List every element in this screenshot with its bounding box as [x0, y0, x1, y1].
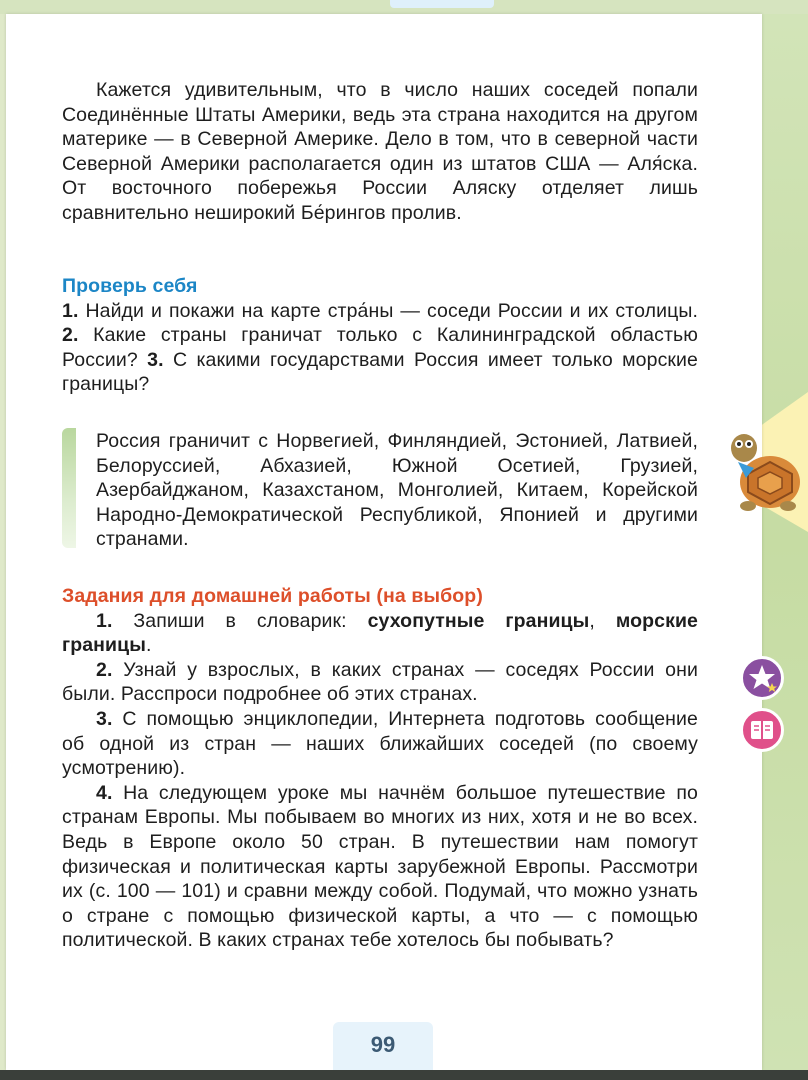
task-1-text: Запиши в словарик: [133, 609, 347, 632]
right-decoration [762, 14, 808, 1070]
task-1-number: 1. [96, 609, 113, 632]
check-yourself-heading: Проверь себя [62, 275, 198, 297]
task-1-end: . [145, 634, 152, 657]
task-3-number: 3. [96, 707, 113, 730]
question-1-number: 1. [62, 299, 79, 322]
homework-heading: Задания для домашней работы (на выбор) [62, 585, 483, 607]
task-1-term-sea-borders: морские границы [62, 609, 698, 657]
turtle-mascot-icon [718, 422, 808, 514]
intro-text: Кажется удивительным, что в число наших соседей попали Соединённые Штаты Америки, ведь эта страна находится на другом материке — в Северной Америке. Дело в том, что в северной части Северной Америки располагается один из штатов США — Аля́ска. От восточного побережья России Аляску отделяет лишь сравнительно неширокий Бе́рингов пролив. [62, 79, 698, 224]
task-4-text: На следующем уроке мы начнём большое путешествие по странам Европы. Мы побываем во многих из них, хотя и не во всех. Ведь в Европе около 50 стран. В путешествии нам помогут физическая и политическая карты зарубежной Европы. Рассмотри их (с. 100 — 101) и сравни между собой. Подумай, что можно узнать о стране с помощью физической карты, а что — с помощью политической. В каких странах тебе хотелось бы побывать? [62, 781, 698, 952]
task-3-text: С помощью энциклопедии, Интернета подготовь сообщение об одной из стран — наших ближайших соседей (по своему усмотрению). [62, 707, 698, 780]
check-yourself-section [62, 274, 698, 397]
top-tab [390, 0, 494, 8]
task-1-separator: , [589, 609, 595, 632]
intro-paragraph [62, 78, 698, 226]
task-2-text: Узнай у взрослых, в каких странах — соседях России они были. Расспроси подробнее об этих странах. [62, 658, 698, 706]
book-glyph-icon [743, 711, 781, 749]
page-number: 99 [370, 1032, 396, 1057]
homework-task-1 [62, 609, 698, 658]
star-icon[interactable] [740, 656, 784, 700]
homework-task-4 [62, 781, 698, 953]
summary-text: Россия граничит с Норвегией, Финляндией, Эстонией, Латвией, Белоруссией, Абхазией, Южной Осетией, Грузией, Азербайджаном, Казахстаном, Монголией, Китаем, Корейской Народно-Демократической Республикой, Японией и другими странами. [96, 430, 698, 551]
summary-paragraph [96, 429, 698, 552]
question-2-number: 2. [62, 324, 79, 347]
question-3-text: С какими государствами Россия имеет только морские границы? [62, 348, 698, 396]
homework-task-3 [62, 707, 698, 781]
bottom-bar [0, 1070, 808, 1080]
summary-box-marker [62, 428, 76, 548]
task-1-term-land-borders: сухопутные границы [367, 609, 590, 632]
star-glyph-icon [743, 659, 781, 697]
question-2-text: Какие страны граничат только с Калининградской областью России? [62, 324, 698, 371]
homework-section [62, 584, 698, 953]
task-2-number: 2. [96, 658, 113, 681]
question-1-text: Найди и покажи на карте стра́ны — соседи России и их столицы. [85, 299, 698, 322]
book-icon[interactable] [740, 708, 784, 752]
task-4-number: 4. [96, 781, 113, 804]
homework-task-2 [62, 658, 698, 707]
check-yourself-questions [62, 299, 698, 397]
question-3-number: 3. [147, 348, 164, 371]
